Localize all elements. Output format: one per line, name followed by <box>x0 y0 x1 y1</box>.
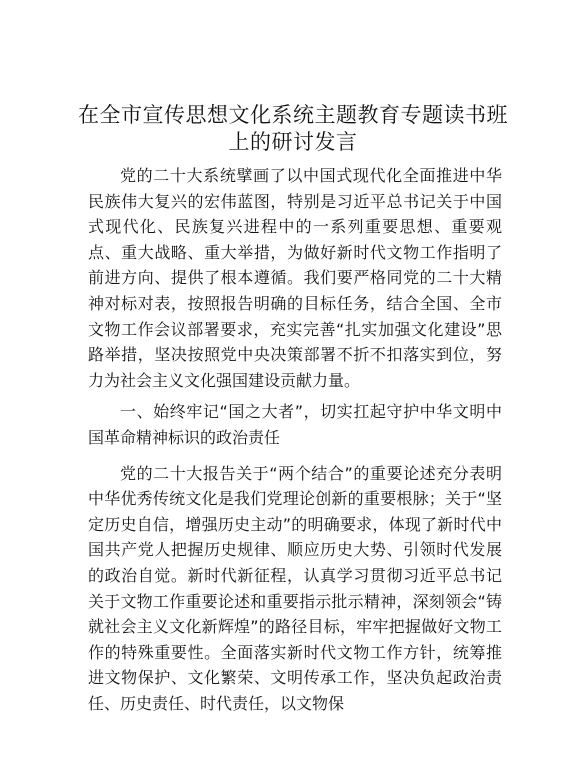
paragraph-intro: 党的二十大系统擘画了以中国式现代化全面推进中华民族伟大复兴的宏伟蓝图，特别是习近平总书记关于中国式现代化、民族复兴进程中的一系列重要思想、重要观点、重大战略、重大举措，为做好新时代文物工作指明了前进方向、提供了根本遵循。我们要严格同党的二十大精神对标对表，按照报告明确的目标任务，结合全国、全市文物工作会议部署要求，充实完善“扎实加强文化建设”思路举措，坚决按照党中央决策部署不折不扣落实到位，努力为社会主义文化强国建设贡献力量。 <box>88 166 502 390</box>
paragraph-section-1: 党的二十大报告关于“两个结合”的重要论述充分表明中华优秀传统文化是我们党理论创新的重要根脉；关于“坚定历史自信，增强历史主动”的明确要求，体现了新时代中国共产党人把握历史规律、顺应历史大势、引领时代发展的政治自觉。新时代新征程，认真学习贯彻习近平总书记关于文物工作重要论述和重要指示批示精神，深刻领会“铸就社会主义文化新辉煌”的路径目标，牢牢把握做好文物工作的特殊重要性。全面落实新时代文物工作方针，统筹推进文物保护、文化繁荣、文明传承工作，坚决负起政治责任、历史责任、时代责任，以文物保 <box>88 463 502 713</box>
title-line-2: 上的研讨发言 <box>228 130 358 154</box>
document-body <box>88 163 502 716</box>
title-line-1: 在全市宣传思想文化系统主题教育专题读书班 <box>78 103 508 127</box>
section-heading-1: 一、始终牢记“国之大者”，切实扛起守护中华文明中国革命精神标识的政治责任 <box>88 402 502 447</box>
document-title <box>40 102 546 156</box>
